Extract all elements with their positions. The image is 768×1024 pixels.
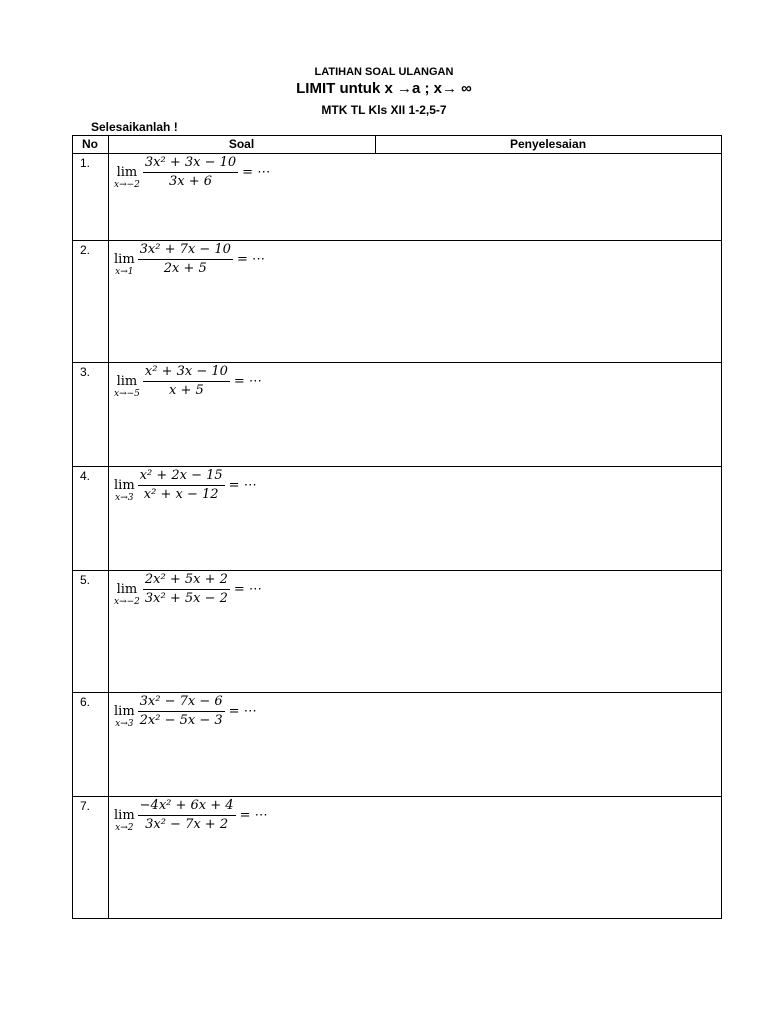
- table-border-left: [72, 135, 73, 919]
- fraction: [143, 572, 230, 607]
- numerator: 3x² − 7x − 6: [138, 694, 225, 712]
- limit-formula: [114, 154, 270, 190]
- limit-formula: [114, 467, 257, 503]
- lim-operator: [114, 583, 140, 607]
- class-info: MTK TL Kls XII 1-2,5-7: [321, 103, 447, 117]
- numerator: −4x² + 6x + 4: [138, 798, 236, 816]
- denominator: 3x² − 7x + 2: [145, 816, 229, 832]
- limit-formula: [114, 693, 257, 729]
- equals-ellipsis: = ⋯: [239, 807, 268, 823]
- numerator: 2x² + 5x + 2: [143, 572, 230, 590]
- limit-formula: [114, 797, 268, 833]
- header-no: No: [82, 137, 98, 151]
- table-border-top: [72, 135, 722, 136]
- numerator: x² + 2x − 15: [138, 468, 225, 486]
- row-number: 1.: [80, 156, 91, 170]
- row-number: 5.: [80, 573, 91, 587]
- fraction: [138, 798, 236, 833]
- lim-operator: [114, 375, 140, 399]
- row-number: 3.: [80, 365, 91, 379]
- denominator: x² + x − 12: [143, 486, 219, 502]
- lim-word: lim: [114, 808, 135, 823]
- lim-subscript: x→2: [115, 823, 134, 833]
- equals-ellipsis: = ⋯: [236, 251, 265, 267]
- column-divider: [108, 154, 109, 918]
- denominator: 3x² + 5x − 2: [144, 590, 228, 606]
- lim-subscript: x→3: [115, 719, 134, 729]
- lim-word: lim: [114, 252, 135, 267]
- instruction: Selesaikanlah !: [91, 120, 178, 134]
- numerator: x² + 3x − 10: [143, 364, 230, 382]
- numerator: 3x² + 3x − 10: [143, 155, 238, 173]
- fraction: [138, 242, 233, 277]
- fraction: [143, 155, 238, 190]
- equals-ellipsis: = ⋯: [228, 703, 257, 719]
- row-number: 2.: [80, 243, 91, 257]
- equals-ellipsis: = ⋯: [228, 477, 257, 493]
- equals-ellipsis: = ⋯: [233, 373, 262, 389]
- table-border-right: [721, 135, 722, 919]
- row-number: 6.: [80, 695, 91, 709]
- numerator: 3x² + 7x − 10: [138, 242, 233, 260]
- limit-formula: [114, 571, 262, 607]
- lim-subscript: x→1: [115, 267, 134, 277]
- lim-operator: [114, 809, 135, 833]
- row-number: 4.: [80, 469, 91, 483]
- fraction: [138, 468, 225, 503]
- lim-subscript: x→−2: [114, 180, 140, 190]
- lim-word: lim: [114, 704, 135, 719]
- fraction: [143, 364, 230, 399]
- topic-title: LIMIT untuk x →a ; x→ ∞: [296, 80, 472, 97]
- lim-operator: [114, 479, 135, 503]
- denominator: 2x² − 5x − 3: [139, 712, 223, 728]
- lim-word: lim: [116, 374, 138, 389]
- equals-ellipsis: = ⋯: [242, 164, 271, 180]
- header-penyelesaian: Penyelesaian: [509, 137, 587, 151]
- row-number: 7.: [80, 799, 91, 813]
- lim-operator: [114, 253, 135, 277]
- denominator: x + 5: [169, 382, 204, 398]
- header-soal: Soal: [228, 137, 255, 151]
- lim-word: lim: [114, 478, 135, 493]
- limit-formula: [114, 241, 265, 277]
- table-border-bottom: [72, 918, 722, 919]
- limit-formula: [114, 363, 262, 399]
- lim-subscript: x→−2: [114, 597, 140, 607]
- denominator: 2x + 5: [163, 260, 207, 276]
- worksheet-title: LATIHAN SOAL ULANGAN: [314, 66, 454, 78]
- lim-operator: [114, 166, 140, 190]
- lim-word: lim: [116, 582, 138, 597]
- equals-ellipsis: = ⋯: [233, 581, 262, 597]
- lim-operator: [114, 705, 135, 729]
- lim-word: lim: [116, 165, 138, 180]
- denominator: 3x + 6: [169, 173, 213, 189]
- fraction: [138, 694, 225, 729]
- lim-subscript: x→3: [115, 493, 134, 503]
- lim-subscript: x→−5: [114, 389, 140, 399]
